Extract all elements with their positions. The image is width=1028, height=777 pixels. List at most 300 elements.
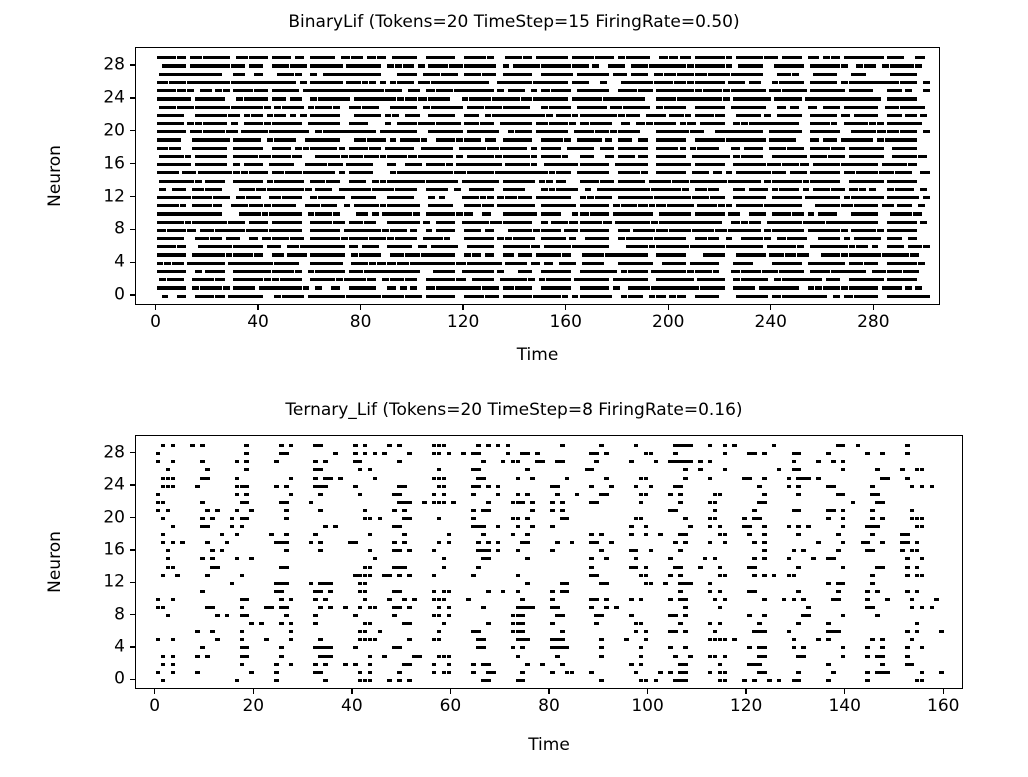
- spike-mark: [759, 163, 766, 166]
- spike-mark: [905, 655, 910, 658]
- spike-mark: [372, 155, 379, 158]
- spike-mark: [449, 262, 456, 265]
- spike-mark: [595, 138, 602, 141]
- spike-mark: [880, 655, 885, 658]
- spike-mark: [846, 295, 853, 298]
- spike-mark: [869, 188, 876, 191]
- spike-mark: [754, 81, 761, 84]
- spike-mark: [815, 286, 822, 289]
- y-tick-label: 16: [103, 153, 125, 174]
- plot-title-ternary: Ternary_Lif (Tokens=20 TimeStep=8 FiringRate=0.16): [285, 400, 743, 420]
- spike-mark: [564, 270, 571, 273]
- y-tick-mark: [130, 294, 135, 295]
- spike-mark: [446, 147, 453, 150]
- spike-mark: [810, 106, 817, 109]
- spike-mark: [608, 56, 615, 59]
- spike-mark: [582, 64, 589, 67]
- spike-mark: [646, 89, 653, 92]
- spike-mark: [887, 171, 894, 174]
- spike-mark: [264, 204, 271, 207]
- spike-mark: [910, 114, 917, 117]
- spike-mark: [649, 245, 656, 248]
- spike-mark: [570, 671, 575, 674]
- spike-mark: [913, 270, 920, 273]
- spike-mark: [721, 180, 728, 183]
- spike-mark: [456, 64, 463, 67]
- spike-mark: [526, 286, 533, 289]
- spike-mark: [795, 114, 802, 117]
- spike-mark: [526, 122, 533, 125]
- spike-mark: [752, 679, 757, 682]
- spike-mark: [821, 295, 828, 298]
- spike-mark: [449, 221, 456, 224]
- spike-mark: [708, 114, 715, 117]
- spike-mark: [726, 64, 733, 67]
- spike-mark: [218, 130, 225, 133]
- spike-mark: [713, 188, 720, 191]
- spike-mark: [564, 114, 571, 117]
- spike-mark: [215, 286, 222, 289]
- spike-mark: [408, 147, 415, 150]
- spike-mark: [385, 122, 392, 125]
- spike-mark: [792, 163, 799, 166]
- axes-binary-lif: [135, 47, 940, 305]
- spike-mark: [718, 81, 725, 84]
- spike-mark: [249, 188, 256, 191]
- spike-mark: [592, 180, 599, 183]
- spike-mark: [208, 229, 215, 232]
- spike-mark: [256, 163, 263, 166]
- spike-mark: [490, 73, 497, 76]
- spike-mark: [882, 64, 889, 67]
- spike-mark: [618, 64, 625, 67]
- spike-mark: [795, 262, 802, 265]
- spike-mark: [231, 122, 238, 125]
- spike-mark: [372, 204, 379, 207]
- spike-mark: [233, 163, 240, 166]
- spike-mark: [241, 204, 248, 207]
- spike-mark: [161, 679, 166, 682]
- spike-mark: [638, 180, 645, 183]
- spike-mark: [413, 253, 420, 256]
- spike-mark: [618, 56, 625, 59]
- spike-mark: [439, 163, 446, 166]
- spike-mark: [777, 253, 784, 256]
- spike-mark: [685, 114, 692, 117]
- spike-mark: [605, 138, 612, 141]
- spike-mark: [718, 212, 725, 215]
- spike-mark: [803, 180, 810, 183]
- spike-mark: [923, 81, 930, 84]
- spike-mark: [877, 138, 884, 141]
- spike-mark: [380, 155, 387, 158]
- spike-mark: [895, 270, 902, 273]
- spike-mark: [613, 286, 620, 289]
- spike-mark: [526, 196, 533, 199]
- spike-mark: [656, 106, 663, 109]
- spike-mark: [823, 270, 830, 273]
- spike-mark: [759, 253, 766, 256]
- spike-mark: [174, 147, 181, 150]
- spike-mark: [491, 671, 496, 674]
- spike-mark: [718, 663, 723, 666]
- spike-mark: [454, 188, 461, 191]
- spike-mark: [521, 147, 528, 150]
- spike-mark: [223, 64, 230, 67]
- x-tick-label: 240: [754, 312, 788, 332]
- spike-mark: [290, 138, 297, 141]
- spike-mark: [274, 663, 279, 666]
- spike-mark: [833, 130, 840, 133]
- spike-mark: [497, 270, 504, 273]
- spike-mark: [618, 114, 625, 117]
- spike-mark: [562, 56, 569, 59]
- spike-mark: [772, 188, 779, 191]
- spike-mark: [292, 262, 299, 265]
- spike-mark: [400, 155, 407, 158]
- spike-mark: [390, 97, 397, 100]
- spike-mark: [169, 89, 176, 92]
- spike-mark: [539, 114, 546, 117]
- spike-mark: [256, 180, 263, 183]
- spike-mark: [623, 122, 630, 125]
- spike-mark: [872, 114, 879, 117]
- spike-mark: [795, 97, 802, 100]
- spike-layer-ternary: [136, 436, 962, 688]
- spike-mark: [274, 679, 279, 682]
- spike-mark: [797, 270, 804, 273]
- spike-mark: [397, 278, 404, 281]
- spike-mark: [713, 147, 720, 150]
- spike-mark: [205, 196, 212, 199]
- spike-mark: [795, 204, 802, 207]
- spike-mark: [218, 278, 225, 281]
- spike-mark: [328, 278, 335, 281]
- spike-mark: [779, 106, 786, 109]
- spike-mark: [254, 212, 261, 215]
- spike-mark: [905, 286, 912, 289]
- spike-mark: [495, 262, 502, 265]
- spike-mark: [523, 245, 530, 248]
- spike-mark: [644, 106, 651, 109]
- spike-mark: [644, 188, 651, 191]
- y-tick-label: 12: [103, 186, 125, 207]
- spike-mark: [508, 286, 515, 289]
- spike-mark: [603, 245, 610, 248]
- spike-mark: [580, 196, 587, 199]
- spike-mark: [344, 97, 351, 100]
- spike-mark: [262, 97, 269, 100]
- spike-mark: [344, 56, 351, 59]
- spike-mark: [915, 245, 922, 248]
- spike-mark: [244, 114, 251, 117]
- spike-mark: [833, 56, 840, 59]
- spike-mark: [733, 147, 740, 150]
- spike-mark: [397, 295, 404, 298]
- spike-mark: [362, 262, 369, 265]
- spike-mark: [726, 204, 733, 207]
- spike-mark: [195, 56, 202, 59]
- spike-mark: [923, 196, 930, 199]
- spike-mark: [490, 64, 497, 67]
- spike-mark: [915, 286, 922, 289]
- spike-mark: [256, 253, 263, 256]
- spike-mark: [741, 221, 748, 224]
- x-tick-mark: [257, 305, 258, 310]
- spike-mark: [918, 262, 925, 265]
- spike-mark: [492, 180, 499, 183]
- spike-mark: [562, 130, 569, 133]
- spike-mark: [897, 56, 904, 59]
- spike-mark: [774, 278, 781, 281]
- spike-mark: [377, 89, 384, 92]
- spike-mark: [692, 286, 699, 289]
- spike-mark: [395, 89, 402, 92]
- spike-mark: [700, 188, 707, 191]
- spike-mark: [290, 81, 297, 84]
- spike-mark: [841, 286, 848, 289]
- spike-mark: [555, 655, 560, 658]
- spike-mark: [333, 212, 340, 215]
- spike-mark: [800, 171, 807, 174]
- spike-mark: [646, 196, 653, 199]
- spike-mark: [264, 106, 271, 109]
- spike-mark: [410, 106, 417, 109]
- spike-mark: [549, 171, 556, 174]
- spike-mark: [680, 171, 687, 174]
- spike-mark: [474, 73, 481, 76]
- spike-mark: [449, 212, 456, 215]
- spike-mark: [380, 262, 387, 265]
- spike-mark: [195, 270, 202, 273]
- spike-mark: [887, 188, 894, 191]
- spike-mark: [831, 122, 838, 125]
- spike-mark: [887, 204, 894, 207]
- spike-mark: [869, 122, 876, 125]
- spike-mark: [223, 138, 230, 141]
- spike-mark: [621, 295, 628, 298]
- spike-mark: [520, 671, 525, 674]
- spike-mark: [797, 245, 804, 248]
- spike-mark: [641, 73, 648, 76]
- spike-mark: [295, 147, 302, 150]
- spike-mark: [779, 237, 786, 240]
- spike-mark: [218, 97, 225, 100]
- spike-mark: [510, 196, 517, 199]
- spike-mark: [833, 237, 840, 240]
- spike-mark: [582, 212, 589, 215]
- spike-mark: [487, 89, 494, 92]
- spike-mark: [918, 106, 925, 109]
- spike-mark: [908, 64, 915, 67]
- spike-mark: [374, 64, 381, 67]
- spike-mark: [544, 89, 551, 92]
- spike-mark: [801, 655, 806, 658]
- spike-mark: [764, 171, 771, 174]
- spike-mark: [208, 295, 215, 298]
- spike-mark: [339, 245, 346, 248]
- spike-mark: [797, 212, 804, 215]
- spike-mark: [877, 278, 884, 281]
- spike-mark: [872, 245, 879, 248]
- spike-mark: [254, 196, 261, 199]
- spike-mark: [277, 171, 284, 174]
- spike-mark: [526, 81, 533, 84]
- spike-mark: [687, 278, 694, 281]
- spike-mark: [259, 188, 266, 191]
- spike-mark: [531, 163, 538, 166]
- spike-mark: [879, 270, 886, 273]
- spike-mark: [459, 278, 466, 281]
- spike-mark: [187, 106, 194, 109]
- spike-mark: [415, 295, 422, 298]
- spike-mark: [233, 237, 240, 240]
- spike-mark: [533, 229, 540, 232]
- spike-mark: [796, 671, 801, 674]
- spike-mark: [374, 73, 381, 76]
- spike-mark: [795, 130, 802, 133]
- spike-mark: [874, 97, 881, 100]
- spike-mark: [554, 212, 561, 215]
- spike-mark: [713, 237, 720, 240]
- spike-mark: [526, 73, 533, 76]
- spike-mark: [308, 212, 315, 215]
- spike-mark: [569, 204, 576, 207]
- spike-mark: [449, 278, 456, 281]
- spike-mark: [518, 188, 525, 191]
- spike-mark: [603, 171, 610, 174]
- spike-mark: [292, 245, 299, 248]
- spike-mark: [444, 237, 451, 240]
- spike-mark: [503, 64, 510, 67]
- spike-mark: [833, 171, 840, 174]
- spike-mark: [910, 221, 917, 224]
- spike-mark: [226, 245, 233, 248]
- spike-mark: [667, 81, 674, 84]
- spike-mark: [256, 278, 263, 281]
- spike-mark: [646, 122, 653, 125]
- spike-mark: [187, 89, 194, 92]
- spike-mark: [267, 138, 274, 141]
- spike-mark: [633, 130, 640, 133]
- spike-mark: [718, 163, 725, 166]
- spike-mark: [362, 237, 369, 240]
- spike-mark: [235, 679, 240, 682]
- spike-mark: [446, 89, 453, 92]
- spike-mark: [282, 64, 289, 67]
- spike-mark: [682, 180, 689, 183]
- spike-mark: [759, 212, 766, 215]
- spike-mark: [272, 278, 279, 281]
- spike-mark: [526, 97, 533, 100]
- spike-mark: [831, 212, 838, 215]
- spike-mark: [713, 295, 720, 298]
- spike-mark: [262, 130, 269, 133]
- spike-mark: [256, 295, 263, 298]
- spike-mark: [287, 163, 294, 166]
- spike-mark: [298, 188, 305, 191]
- spike-mark: [239, 64, 246, 67]
- spike-mark: [487, 245, 494, 248]
- spike-mark: [685, 56, 692, 59]
- spike-mark: [688, 655, 693, 658]
- spike-mark: [480, 196, 487, 199]
- spike-mark: [523, 163, 530, 166]
- spike-mark: [356, 155, 363, 158]
- spike-mark: [872, 163, 879, 166]
- spike-mark: [649, 295, 656, 298]
- spike-mark: [508, 253, 515, 256]
- spike-mark: [560, 663, 565, 666]
- spike-mark: [796, 679, 801, 682]
- spike-mark: [733, 155, 740, 158]
- spike-mark: [395, 64, 402, 67]
- spike-mark: [215, 237, 222, 240]
- spike-mark: [897, 245, 904, 248]
- spike-mark: [605, 122, 612, 125]
- spike-mark: [267, 262, 274, 265]
- spike-mark: [900, 163, 907, 166]
- spike-mark: [721, 229, 728, 232]
- spike-mark: [764, 229, 771, 232]
- spike-mark: [636, 295, 643, 298]
- spike-mark: [718, 253, 725, 256]
- spike-mark: [462, 97, 469, 100]
- spike-mark: [800, 89, 807, 92]
- spike-mark: [533, 245, 540, 248]
- spike-mark: [249, 286, 256, 289]
- spike-mark: [526, 295, 533, 298]
- spike-mark: [308, 270, 315, 273]
- spike-mark: [310, 73, 317, 76]
- spike-mark: [564, 89, 571, 92]
- spike-mark: [285, 56, 292, 59]
- spike-mark: [865, 679, 870, 682]
- spike-mark: [913, 196, 920, 199]
- spike-mark: [587, 196, 594, 199]
- spike-mark: [838, 147, 845, 150]
- spike-mark: [328, 171, 335, 174]
- spike-mark: [195, 180, 202, 183]
- spike-mark: [823, 122, 830, 125]
- spike-mark: [472, 196, 479, 199]
- spike-mark: [374, 253, 381, 256]
- spike-mark: [754, 114, 761, 117]
- spike-mark: [526, 130, 533, 133]
- spike-mark: [910, 180, 917, 183]
- spike-mark: [541, 106, 548, 109]
- spike-mark: [300, 253, 307, 256]
- spike-mark: [264, 122, 271, 125]
- spike-mark: [723, 73, 730, 76]
- spike-mark: [256, 147, 263, 150]
- spike-mark: [700, 73, 707, 76]
- spike-mark: [668, 671, 673, 674]
- spike-mark: [180, 56, 187, 59]
- spike-mark: [756, 64, 763, 67]
- spike-mark: [421, 245, 428, 248]
- spike-mark: [762, 188, 769, 191]
- spike-mark: [718, 245, 725, 248]
- spike-mark: [339, 147, 346, 150]
- spike-mark: [390, 286, 397, 289]
- spike-mark: [759, 196, 766, 199]
- spike-mark: [877, 155, 884, 158]
- spike-mark: [662, 229, 669, 232]
- spike-mark: [923, 89, 930, 92]
- spike-mark: [256, 122, 263, 125]
- spike-mark: [256, 245, 263, 248]
